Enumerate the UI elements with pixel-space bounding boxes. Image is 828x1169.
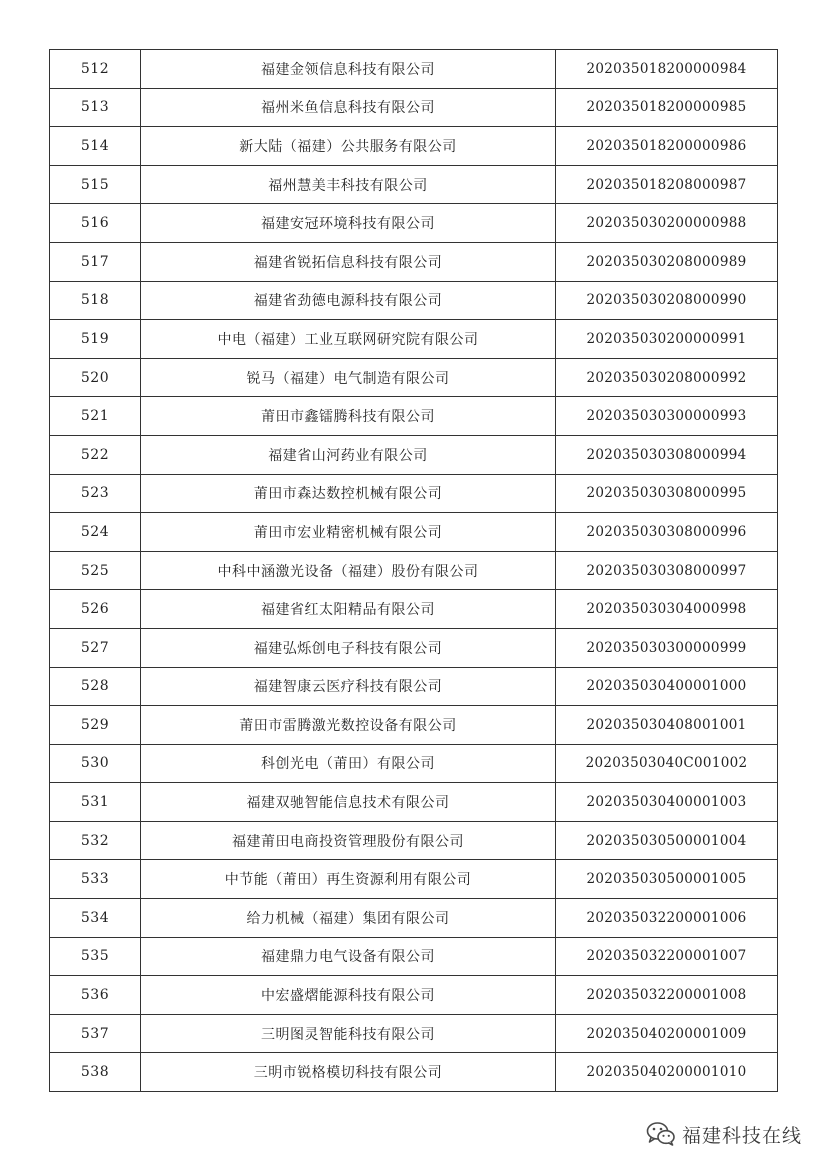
row-code-cell: 202035018200000986 [556, 127, 778, 166]
row-company-name-cell: 中科中涵激光设备（福建）股份有限公司 [141, 551, 556, 590]
row-seq-cell: 523 [50, 474, 141, 513]
row-company-name-cell: 锐马（福建）电气制造有限公司 [141, 358, 556, 397]
row-code-cell: 202035030400001000 [556, 667, 778, 706]
row-seq-cell: 531 [50, 783, 141, 822]
row-company-name-cell: 福州米鱼信息科技有限公司 [141, 88, 556, 127]
table-row [50, 937, 778, 976]
row-seq-cell: 528 [50, 667, 141, 706]
row-code-cell: 202035018208000987 [556, 165, 778, 204]
table-row [50, 744, 778, 783]
row-code-cell: 202035032200001008 [556, 976, 778, 1015]
row-company-name-cell: 三明市锐格模切科技有限公司 [141, 1053, 556, 1092]
table-row [50, 165, 778, 204]
row-company-name-cell: 福建省山河药业有限公司 [141, 435, 556, 474]
row-company-name-cell: 中节能（莆田）再生资源利用有限公司 [141, 860, 556, 899]
row-company-name-cell: 莆田市雷腾激光数控设备有限公司 [141, 706, 556, 745]
table-row [50, 397, 778, 436]
table-row [50, 590, 778, 629]
row-seq-cell: 518 [50, 281, 141, 320]
row-code-cell: 202035030308000997 [556, 551, 778, 590]
row-code-cell: 202035030208000989 [556, 242, 778, 281]
table-row [50, 667, 778, 706]
row-code-cell: 202035030500001004 [556, 821, 778, 860]
row-code-cell: 202035040200001009 [556, 1014, 778, 1053]
row-code-cell: 202035030300000993 [556, 397, 778, 436]
row-seq-cell: 526 [50, 590, 141, 629]
table-row [50, 88, 778, 127]
table-body [50, 50, 778, 1092]
table-row [50, 706, 778, 745]
row-seq-cell: 535 [50, 937, 141, 976]
table-row [50, 320, 778, 359]
table-row [50, 976, 778, 1015]
row-company-name-cell: 新大陆（福建）公共服务有限公司 [141, 127, 556, 166]
row-seq-cell: 527 [50, 628, 141, 667]
watermark-text: 福建科技在线 [681, 1124, 802, 1147]
row-code-cell: 202035018200000984 [556, 50, 778, 89]
wechat-icon [646, 1121, 676, 1147]
row-company-name-cell: 福建鼎力电气设备有限公司 [141, 937, 556, 976]
table-row [50, 821, 778, 860]
row-seq-cell: 524 [50, 513, 141, 552]
row-company-name-cell: 给力机械（福建）集团有限公司 [141, 899, 556, 938]
row-company-name-cell: 科创光电（莆田）有限公司 [141, 744, 556, 783]
row-code-cell: 202035030200000991 [556, 320, 778, 359]
row-code-cell: 202035030304000998 [556, 590, 778, 629]
company-list-table [49, 49, 778, 1092]
table-row [50, 783, 778, 822]
row-seq-cell: 512 [50, 50, 141, 89]
row-seq-cell: 538 [50, 1053, 141, 1092]
row-company-name-cell: 莆田市宏业精密机械有限公司 [141, 513, 556, 552]
row-code-cell: 202035030208000990 [556, 281, 778, 320]
row-seq-cell: 534 [50, 899, 141, 938]
row-code-cell: 20203503040C001002 [556, 744, 778, 783]
row-seq-cell: 517 [50, 242, 141, 281]
row-seq-cell: 537 [50, 1014, 141, 1053]
row-company-name-cell: 福建金领信息科技有限公司 [141, 50, 556, 89]
table-row [50, 513, 778, 552]
row-code-cell: 202035030208000992 [556, 358, 778, 397]
row-seq-cell: 529 [50, 706, 141, 745]
row-company-name-cell: 中电（福建）工业互联网研究院有限公司 [141, 320, 556, 359]
row-company-name-cell: 福建安冠环境科技有限公司 [141, 204, 556, 243]
table-row [50, 1014, 778, 1053]
row-seq-cell: 521 [50, 397, 141, 436]
row-seq-cell: 514 [50, 127, 141, 166]
table-row [50, 435, 778, 474]
row-code-cell: 202035030200000988 [556, 204, 778, 243]
row-code-cell: 202035030308000994 [556, 435, 778, 474]
table-row [50, 474, 778, 513]
row-seq-cell: 520 [50, 358, 141, 397]
row-code-cell: 202035030400001003 [556, 783, 778, 822]
row-code-cell: 202035030300000999 [556, 628, 778, 667]
row-seq-cell: 522 [50, 435, 141, 474]
row-code-cell: 202035030308000996 [556, 513, 778, 552]
row-company-name-cell: 福建莆田电商投资管理股份有限公司 [141, 821, 556, 860]
table-row [50, 50, 778, 89]
row-company-name-cell: 福建省劲德电源科技有限公司 [141, 281, 556, 320]
row-company-name-cell: 福建省锐拓信息科技有限公司 [141, 242, 556, 281]
row-code-cell: 202035030408001001 [556, 706, 778, 745]
row-seq-cell: 525 [50, 551, 141, 590]
row-company-name-cell: 中宏盛熠能源科技有限公司 [141, 976, 556, 1015]
row-company-name-cell: 福建智康云医疗科技有限公司 [141, 667, 556, 706]
row-company-name-cell: 福建双驰智能信息技术有限公司 [141, 783, 556, 822]
row-company-name-cell: 福建弘烁创电子科技有限公司 [141, 628, 556, 667]
row-company-name-cell: 莆田市鑫镭腾科技有限公司 [141, 397, 556, 436]
table-row [50, 204, 778, 243]
row-code-cell: 202035030308000995 [556, 474, 778, 513]
row-code-cell: 202035040200001010 [556, 1053, 778, 1092]
row-company-name-cell: 莆田市森达数控机械有限公司 [141, 474, 556, 513]
table-row [50, 1053, 778, 1092]
row-code-cell: 202035032200001006 [556, 899, 778, 938]
table-row [50, 551, 778, 590]
row-seq-cell: 536 [50, 976, 141, 1015]
row-code-cell: 202035032200001007 [556, 937, 778, 976]
row-seq-cell: 519 [50, 320, 141, 359]
table-row [50, 358, 778, 397]
row-seq-cell: 513 [50, 88, 141, 127]
table-row [50, 281, 778, 320]
table-row [50, 860, 778, 899]
row-seq-cell: 530 [50, 744, 141, 783]
row-company-name-cell: 三明图灵智能科技有限公司 [141, 1014, 556, 1053]
row-company-name-cell: 福州慧美丰科技有限公司 [141, 165, 556, 204]
row-company-name-cell: 福建省红太阳精品有限公司 [141, 590, 556, 629]
row-seq-cell: 532 [50, 821, 141, 860]
row-code-cell: 202035030500001005 [556, 860, 778, 899]
row-code-cell: 202035018200000985 [556, 88, 778, 127]
row-seq-cell: 533 [50, 860, 141, 899]
table-row [50, 127, 778, 166]
row-seq-cell: 516 [50, 204, 141, 243]
row-seq-cell: 515 [50, 165, 141, 204]
table-row [50, 242, 778, 281]
table-row [50, 899, 778, 938]
table-row [50, 628, 778, 667]
watermark [646, 1120, 802, 1148]
